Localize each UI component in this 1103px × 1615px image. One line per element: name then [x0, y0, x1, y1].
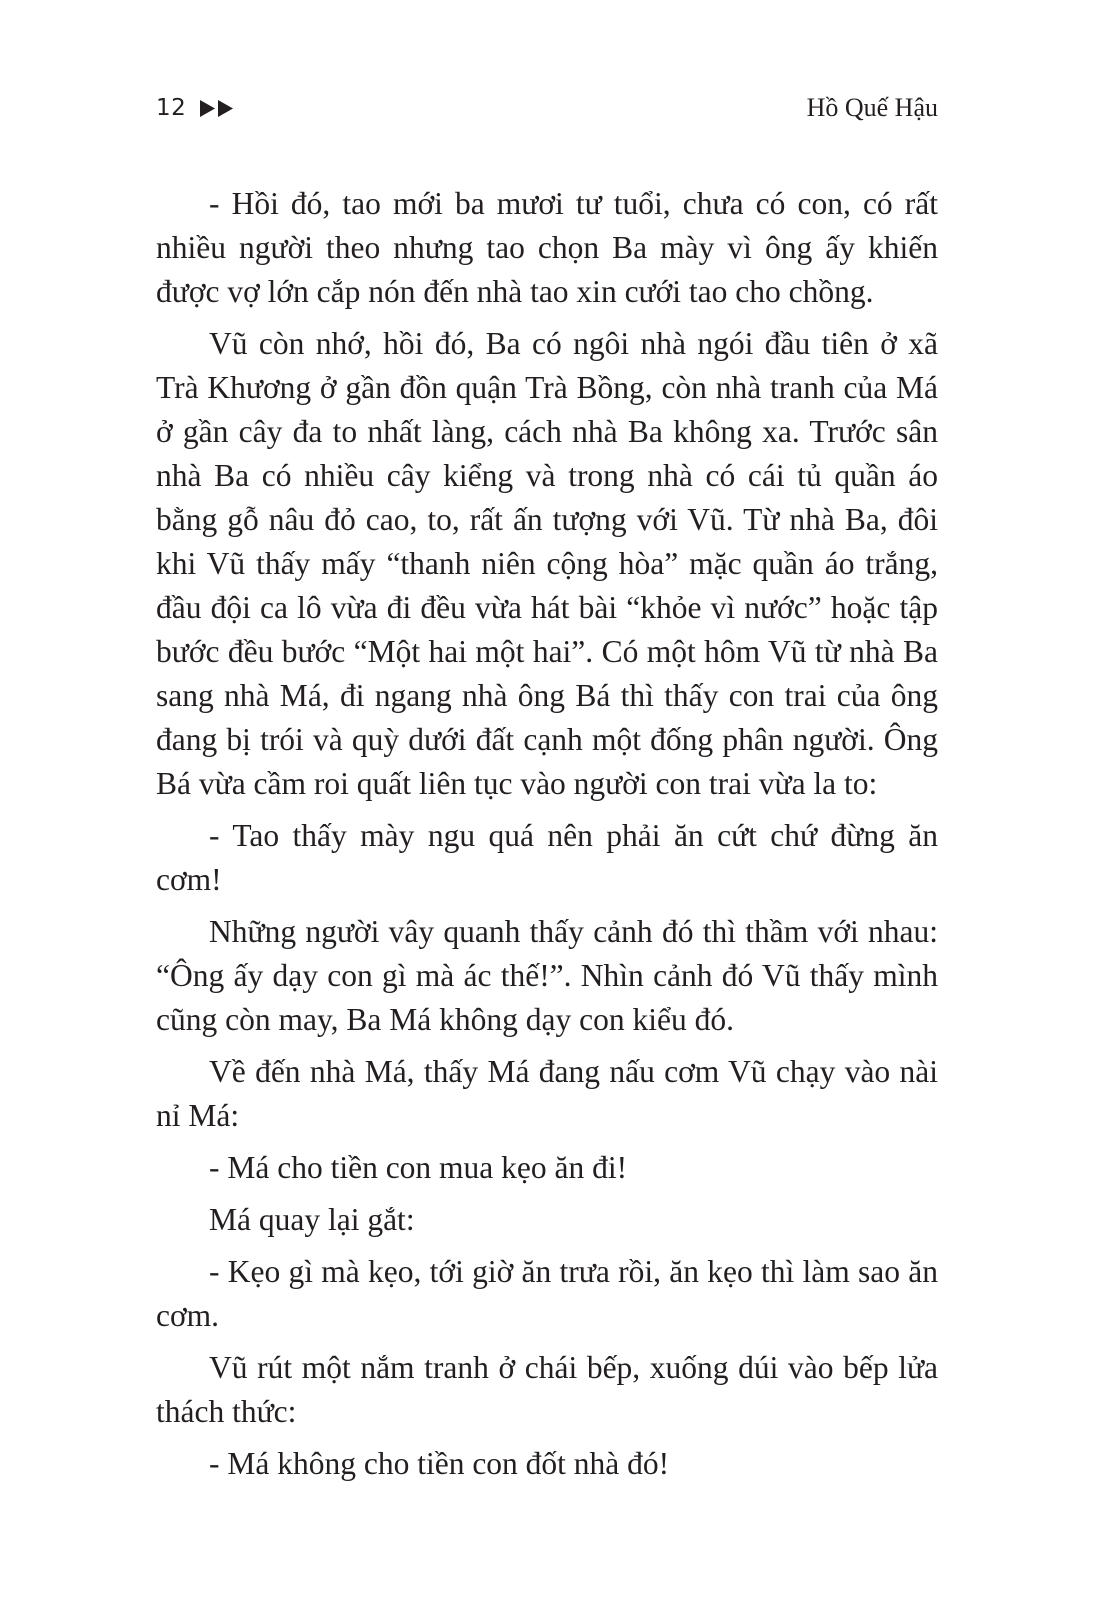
running-head: [156, 88, 938, 128]
paragraph: Vũ còn nhớ, hồi đó, Ba có ngôi nhà ngói đầu tiên ở xã Trà Khương ở gần đồn quận Trà Bồng, còn nhà tranh của Má ở gần cây đa to nhất làng, cách nhà Ba không xa. Trước sân nhà Ba có nhiều cây kiểng và trong nhà có cái tủ quần áo bằng gỗ nâu đỏ cao, to, rất ấn tượng với Vũ. Từ nhà Ba, đôi khi Vũ thấy mấy “thanh niên cộng hòa” mặc quần áo trắng, đầu đội ca lô vừa đi đều vừa hát bài “khỏe vì nước” hoặc tập bước đều bước “Một hai một hai”. Có một hôm Vũ từ nhà Ba sang nhà Má, đi ngang nhà ông Bá thì thấy con trai của ông đang bị trói và quỳ dưới đất cạnh một đống phân người. Ông Bá vừa cầm roi quất liên tục vào người con trai vừa la to:: [156, 326, 938, 801]
page-number: 12: [156, 95, 187, 121]
paragraph: Vũ rút một nắm tranh ở chái bếp, xuống dúi vào bếp lửa thách thức:: [156, 1350, 938, 1429]
paragraph: Về đến nhà Má, thấy Má đang nấu cơm Vũ chạy vào nài nỉ Má:: [156, 1054, 938, 1133]
arrow-right-icon: [218, 100, 233, 117]
arrow-right-icon: [200, 100, 215, 117]
paragraph: - Hồi đó, tao mới ba mươi tư tuổi, chưa có con, có rất nhiều người theo nhưng tao chọn Ba mày vì ông ấy khiến được vợ lớn cắp nón đến nhà tao xin cưới tao cho chồng.: [156, 186, 938, 309]
paragraph: Những người vây quanh thấy cảnh đó thì thầm với nhau: “Ông ấy dạy con gì mà ác thế!”. Nhìn cảnh đó Vũ thấy mình cũng còn may, Ba Má không dạy con kiểu đó.: [156, 914, 938, 1037]
paragraph: - Má không cho tiền con đốt nhà đó!: [209, 1446, 670, 1481]
page-number-group: [156, 95, 233, 121]
double-arrow-icon: [200, 100, 233, 117]
running-head-author: Hồ Quế Hậu: [806, 93, 938, 122]
paragraph: Má quay lại gắt:: [209, 1202, 415, 1237]
paragraph: - Má cho tiền con mua kẹo ăn đi!: [209, 1150, 628, 1185]
paragraph: - Tao thấy mày ngu quá nên phải ăn cứt chứ đừng ăn cơm!: [156, 818, 938, 897]
paragraph: - Kẹo gì mà kẹo, tới giờ ăn trưa rồi, ăn kẹo thì làm sao ăn cơm.: [156, 1254, 938, 1333]
body-text: [156, 182, 938, 1494]
